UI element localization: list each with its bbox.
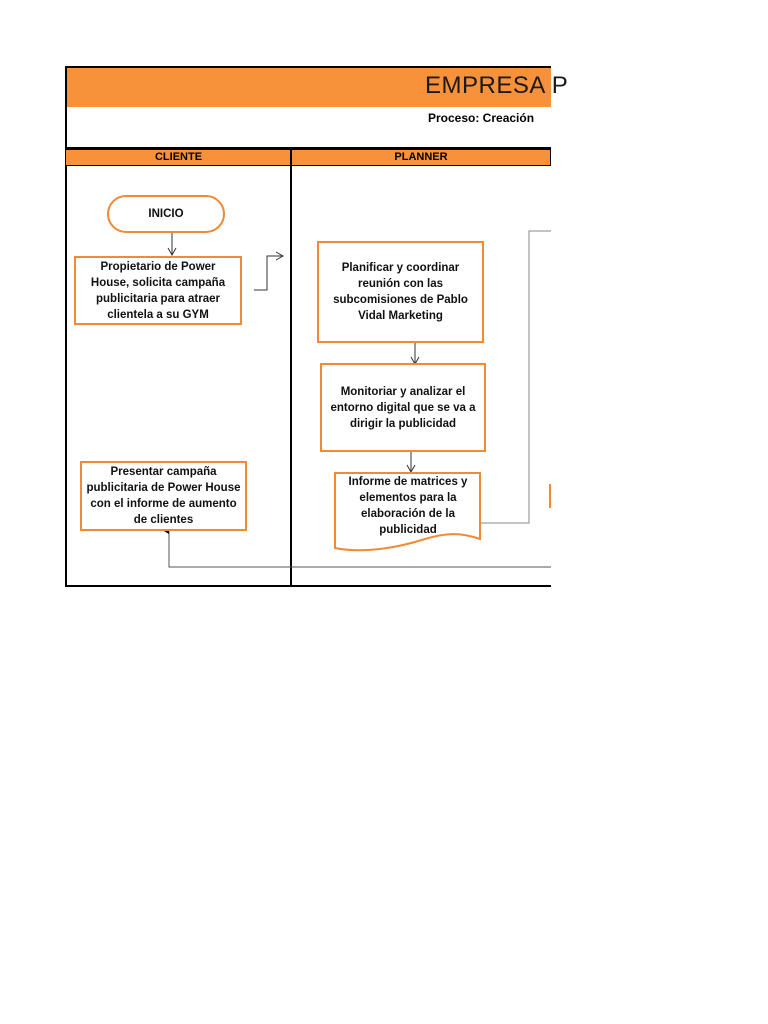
inicio-label: INICIO [148, 208, 184, 220]
solicita-label: Propietario de Power House, solicita campaña publicitaria para atraer clientela a su GYM [90, 260, 226, 321]
inicio-terminal [107, 195, 225, 233]
process-label: Proceso: Creación [428, 111, 535, 125]
company-title: EMPRESA P [425, 72, 569, 99]
presentar-process-box [80, 461, 247, 531]
lane-header-cliente: CLIENTE [65, 149, 292, 166]
monitorear-process-box [320, 363, 486, 452]
planificar-process-box [317, 241, 484, 343]
arrow-informe-to-right [480, 231, 551, 523]
lane-header-planner: PLANNER [291, 149, 551, 166]
planificar-label: Planificar y coordinar reunión con las subcomisiones de Pablo Vidal Marketing [333, 262, 468, 322]
informe-label: Informe de matrices y elementos para la elaboración de la publicidad [348, 476, 468, 536]
flowchart [65, 66, 569, 588]
arrow-solicita-to-planner [254, 256, 283, 290]
monitorear-label: Monitoriar y analizar el entorno digital que se va a dirigir la publicidad [330, 385, 476, 430]
presentar-label: Presentar campaña publicitaria de Power House con el informe de aumento de clientes [86, 466, 241, 526]
solicita-process-box [74, 256, 242, 325]
